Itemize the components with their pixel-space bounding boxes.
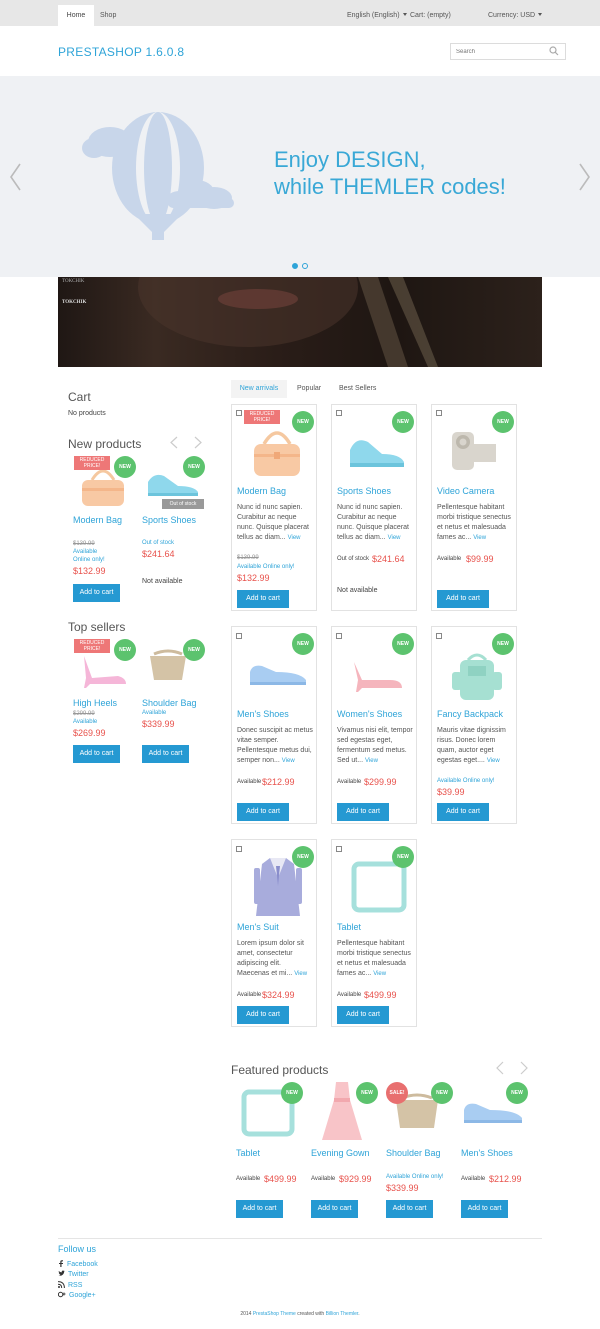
tab-best-sellers[interactable]: Best Sellers bbox=[339, 385, 377, 392]
new-badge: NEW bbox=[356, 1082, 378, 1104]
new-badge: NEW bbox=[431, 1082, 453, 1104]
add-to-cart-button[interactable]: Add to cart bbox=[142, 745, 189, 763]
new-badge: NEW bbox=[392, 846, 414, 868]
promo-banner[interactable] bbox=[58, 277, 542, 367]
chevron-right-icon[interactable] bbox=[194, 436, 202, 449]
copyright-year: 2014 bbox=[240, 1311, 252, 1317]
slider-dot-2[interactable] bbox=[302, 263, 308, 269]
copyright-text bbox=[0, 1311, 600, 1317]
product-name[interactable]: Tablet bbox=[337, 922, 362, 932]
rss-label: RSS bbox=[68, 1282, 83, 1289]
product-price: $499.99 bbox=[264, 1174, 297, 1184]
view-link[interactable]: View bbox=[294, 971, 308, 977]
new-badge: NEW bbox=[183, 456, 205, 478]
compare-checkbox[interactable] bbox=[336, 633, 342, 639]
compare-checkbox[interactable] bbox=[436, 410, 442, 416]
top-sellers-title: Top sellers bbox=[68, 620, 126, 634]
chevron-down-icon bbox=[538, 13, 542, 16]
tab-shop[interactable]: Shop bbox=[100, 12, 117, 19]
chevron-left-icon[interactable] bbox=[496, 1061, 504, 1075]
cart-title: Cart bbox=[68, 390, 91, 404]
modern-bag-image[interactable] bbox=[250, 426, 304, 480]
product-description-text: Pellentesque habitant morbi tristique senectus et netus et malesuada fames ac... bbox=[437, 504, 511, 541]
reduced-price-badge: REDUCED PRICE! bbox=[74, 456, 110, 470]
slider-dot-1[interactable] bbox=[292, 263, 298, 269]
product-description-text: Pellentesque habitant morbi tristique senectus et netus et malesuada fames ac... bbox=[337, 940, 411, 977]
product-name[interactable]: Women's Shoes bbox=[337, 709, 403, 719]
product-name[interactable]: Shoulder Bag bbox=[386, 1148, 441, 1158]
product-description-text: Lorem ipsum dolor sit amet, consectetur adipiscing elit. Maecenas et mi... bbox=[237, 940, 304, 977]
old-price: $299.99 bbox=[73, 711, 95, 717]
add-to-cart-button[interactable]: Add to cart bbox=[337, 1006, 389, 1024]
not-available-text: Not available bbox=[337, 587, 378, 594]
facebook-label: Facebook bbox=[67, 1261, 98, 1268]
product-price: $132.99 bbox=[237, 573, 270, 583]
product-description-text: Donec suscipit ac metus vitae semper. Pellentesque metus dui, semper non... bbox=[237, 727, 313, 764]
product-price: $324.99 bbox=[262, 990, 295, 1000]
availability: Available bbox=[311, 1176, 336, 1182]
chevron-left-icon[interactable] bbox=[170, 436, 178, 449]
product-price: $499.99 bbox=[364, 990, 397, 1000]
new-products-title: New products bbox=[68, 437, 142, 451]
product-name[interactable]: Evening Gown bbox=[311, 1148, 370, 1158]
add-to-cart-button[interactable]: Add to cart bbox=[437, 590, 489, 608]
new-badge: NEW bbox=[292, 411, 314, 433]
compare-checkbox[interactable] bbox=[436, 633, 442, 639]
add-to-cart-button[interactable]: Add to cart bbox=[237, 803, 289, 821]
product-name[interactable]: High Heels bbox=[73, 698, 118, 708]
availability: Available Online only! bbox=[386, 1174, 444, 1180]
availability: Available Online only! bbox=[237, 564, 295, 570]
product-price: $212.99 bbox=[489, 1174, 522, 1184]
tab-new-arrivals[interactable]: New arrivals bbox=[231, 380, 287, 398]
product-price: $269.99 bbox=[73, 728, 106, 738]
online-only: Online only! bbox=[73, 557, 105, 563]
product-name[interactable]: Men's Suit bbox=[237, 922, 279, 932]
product-name[interactable]: Men's Shoes bbox=[237, 709, 289, 719]
social-google-plus[interactable] bbox=[58, 1291, 96, 1299]
add-to-cart-button[interactable]: Add to cart bbox=[386, 1200, 433, 1218]
product-name[interactable]: Tablet bbox=[236, 1148, 261, 1158]
product-name[interactable]: Men's Shoes bbox=[461, 1148, 513, 1158]
language-selector[interactable] bbox=[347, 5, 407, 26]
new-badge: NEW bbox=[506, 1082, 528, 1104]
cart-link[interactable]: Cart: (empty) bbox=[410, 12, 451, 19]
new-badge: NEW bbox=[292, 633, 314, 655]
availability: Available bbox=[236, 1176, 261, 1182]
sale-badge: SALE! bbox=[386, 1082, 408, 1104]
availability: Available bbox=[142, 710, 167, 716]
view-link[interactable]: View bbox=[365, 758, 378, 764]
billion-themler-link[interactable]: Billion Themler bbox=[325, 1311, 359, 1317]
availability: Available bbox=[73, 719, 98, 725]
google-plus-label: Google+ bbox=[69, 1292, 96, 1299]
follow-us-title: Follow us bbox=[58, 1244, 97, 1254]
product-description bbox=[237, 503, 315, 543]
slide-headline-line1: Enjoy DESIGN, bbox=[274, 147, 426, 172]
cart-empty-text: No products bbox=[68, 410, 106, 417]
social-rss[interactable] bbox=[58, 1281, 82, 1289]
product-price: $132.99 bbox=[73, 566, 106, 576]
featured-products-title: Featured products bbox=[231, 1063, 329, 1077]
tab-home[interactable]: Home bbox=[58, 5, 94, 26]
product-name[interactable]: Shoulder Bag bbox=[142, 698, 197, 708]
twitter-icon bbox=[58, 1270, 65, 1277]
compare-checkbox[interactable] bbox=[236, 846, 242, 852]
sports-shoes-image[interactable] bbox=[346, 432, 408, 470]
created-with-text: created with bbox=[297, 1311, 325, 1317]
banner-caption: TOKCHIK bbox=[62, 279, 85, 284]
facebook-icon bbox=[58, 1260, 64, 1267]
add-to-cart-button[interactable]: Add to cart bbox=[437, 803, 489, 821]
availability: Available bbox=[237, 992, 262, 998]
product-description-text: Nunc id nunc sapien. Curabitur ac neque nunc. Quisque placerat tellus ac diam... bbox=[237, 504, 309, 541]
availability: Available bbox=[437, 556, 462, 562]
availability: Out of stock bbox=[142, 540, 175, 546]
view-link[interactable]: View bbox=[387, 535, 401, 541]
new-badge: NEW bbox=[492, 411, 514, 433]
add-to-cart-button[interactable]: Add to cart bbox=[236, 1200, 283, 1218]
add-to-cart-button[interactable]: Add to cart bbox=[73, 584, 120, 602]
banner-photo bbox=[58, 277, 542, 367]
twitter-label: Twitter bbox=[68, 1271, 89, 1278]
banner-caption-bold: TOKCHIK bbox=[62, 300, 87, 305]
product-card[interactable] bbox=[231, 626, 317, 824]
compare-checkbox[interactable] bbox=[236, 633, 242, 639]
social-facebook[interactable] bbox=[58, 1260, 98, 1268]
chevron-right-icon[interactable] bbox=[520, 1061, 528, 1075]
add-to-cart-button[interactable]: Add to cart bbox=[237, 590, 289, 608]
view-link[interactable]: View bbox=[486, 758, 500, 764]
view-link[interactable]: View bbox=[373, 971, 387, 977]
product-description bbox=[437, 503, 515, 543]
new-badge: NEW bbox=[183, 639, 205, 661]
availability: Available bbox=[461, 1176, 486, 1182]
search-icon[interactable] bbox=[549, 46, 559, 56]
google-plus-icon bbox=[58, 1291, 66, 1298]
out-of-stock-badge: Out of stock bbox=[162, 499, 204, 509]
tab-popular[interactable]: Popular bbox=[297, 385, 322, 392]
fancy-backpack-image[interactable] bbox=[450, 650, 504, 704]
view-link[interactable]: View bbox=[281, 758, 295, 764]
product-price: $212.99 bbox=[262, 777, 295, 787]
product-price: $241.64 bbox=[142, 549, 175, 559]
add-to-cart-button[interactable]: Add to cart bbox=[237, 1006, 289, 1024]
product-description-text: Nunc id nunc sapien. Curabitur ac neque nunc. Quisque placerat tellus ac diam... bbox=[337, 504, 409, 541]
compare-checkbox[interactable] bbox=[236, 410, 242, 416]
womens-shoes-image[interactable] bbox=[350, 658, 406, 692]
tablet-image[interactable] bbox=[350, 860, 408, 914]
product-name[interactable]: Fancy Backpack bbox=[437, 709, 504, 719]
new-badge: NEW bbox=[392, 411, 414, 433]
product-name[interactable]: Modern Bag bbox=[73, 515, 123, 525]
view-link[interactable]: View bbox=[473, 535, 487, 541]
product-description bbox=[337, 503, 415, 543]
product-description bbox=[337, 939, 415, 979]
copyright-period: . bbox=[358, 1311, 360, 1317]
old-price: $139.99 bbox=[237, 555, 259, 561]
product-price: $99.99 bbox=[466, 554, 494, 564]
new-badge: NEW bbox=[392, 633, 414, 655]
product-price: $339.99 bbox=[386, 1183, 419, 1193]
product-price: $39.99 bbox=[437, 787, 465, 797]
product-name[interactable]: Video Camera bbox=[437, 486, 495, 496]
availability: Available bbox=[73, 549, 98, 555]
product-price: $339.99 bbox=[142, 719, 175, 729]
language-label: English (English) bbox=[347, 12, 400, 19]
availability: Out of stock bbox=[337, 556, 370, 562]
slide-headline bbox=[274, 146, 506, 200]
compare-checkbox[interactable] bbox=[336, 410, 342, 416]
view-link[interactable]: View bbox=[287, 535, 301, 541]
new-badge: NEW bbox=[114, 456, 136, 478]
availability: Available Online only! bbox=[437, 778, 495, 784]
mens-shoes-image[interactable] bbox=[246, 660, 310, 688]
product-name[interactable]: Sports Shoes bbox=[337, 486, 392, 496]
product-description-text: Vivamus nisi elit, tempor sed egestas eget, fermentum sed metus. Sed ut... bbox=[337, 727, 413, 764]
add-to-cart-button[interactable]: Add to cart bbox=[311, 1200, 358, 1218]
chevron-down-icon bbox=[403, 13, 407, 16]
currency-selector[interactable] bbox=[488, 5, 542, 26]
reduced-price-badge: REDUCED PRICE! bbox=[74, 639, 110, 653]
product-name[interactable]: Modern Bag bbox=[237, 486, 287, 496]
product-price: $299.99 bbox=[364, 777, 397, 787]
chevron-right-icon[interactable] bbox=[578, 162, 592, 192]
product-description bbox=[237, 939, 315, 979]
new-badge: NEW bbox=[492, 633, 514, 655]
product-price: $929.99 bbox=[339, 1174, 372, 1184]
video-camera-image[interactable] bbox=[448, 428, 502, 476]
new-badge: NEW bbox=[114, 639, 136, 661]
compare-checkbox[interactable] bbox=[336, 846, 342, 852]
add-to-cart-button[interactable]: Add to cart bbox=[337, 803, 389, 821]
product-name[interactable]: Sports Shoes bbox=[142, 515, 197, 525]
availability: Available bbox=[337, 779, 362, 785]
reduced-price-badge: REDUCED PRICE! bbox=[244, 410, 280, 424]
product-description-text: Mauris vitae dignissim risus. Donec lorem quam, auctor eget egestas eget.... bbox=[437, 727, 506, 764]
product-price: $241.64 bbox=[372, 554, 405, 564]
slide-headline-line2: while THEMLER codes! bbox=[274, 174, 506, 199]
social-twitter[interactable] bbox=[58, 1270, 89, 1278]
not-available-text: Not available bbox=[142, 578, 183, 585]
site-logo[interactable]: PRESTASHOP 1.6.0.8 bbox=[58, 45, 185, 59]
hot-air-balloon-icon bbox=[82, 108, 238, 246]
add-to-cart-button[interactable]: Add to cart bbox=[461, 1200, 508, 1218]
product-description bbox=[237, 726, 315, 766]
chevron-left-icon[interactable] bbox=[8, 162, 22, 192]
rss-icon bbox=[58, 1281, 65, 1288]
new-badge: NEW bbox=[292, 846, 314, 868]
availability: Available bbox=[337, 992, 362, 998]
old-price: $139.99 bbox=[73, 541, 95, 547]
product-description bbox=[337, 726, 415, 766]
footer-divider bbox=[58, 1238, 542, 1239]
add-to-cart-button[interactable]: Add to cart bbox=[73, 745, 120, 763]
currency-label: Currency: USD bbox=[488, 12, 536, 19]
product-card[interactable] bbox=[331, 626, 417, 824]
new-badge: NEW bbox=[281, 1082, 303, 1104]
availability: Available bbox=[237, 779, 262, 785]
prestashop-theme-link[interactable]: PrestaShop Theme bbox=[252, 1311, 296, 1317]
product-description bbox=[437, 726, 515, 766]
